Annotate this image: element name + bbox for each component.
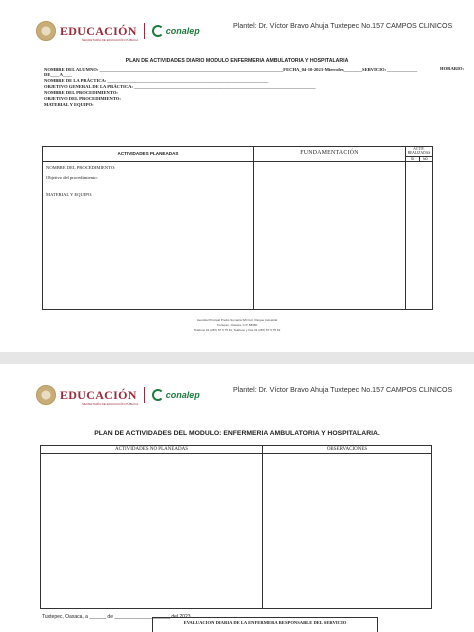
cell-material-equipo[interactable]: MATERIAL Y EQUIPO: — [46, 192, 93, 197]
mexico-seal-icon — [36, 21, 56, 41]
document-page-2 — [0, 364, 474, 632]
evaluation-header: EVALUACION DIARIA DE LA ENFERMERA RESPONSABLE DEL SERVICIO — [152, 617, 378, 632]
field-horario: HORARIO: — [440, 66, 464, 71]
education-subtitle: SECRETARÍA DE EDUCACIÓN PÚBLICA — [82, 402, 139, 406]
header-fundamentacion: FUNDAMENTACIÓN — [300, 150, 359, 156]
education-logo: EDUCACIÓN — [60, 388, 137, 402]
field-material[interactable]: MATERIAL Y EQUIPO: — [44, 102, 94, 107]
conalep-logo: conalep — [165, 390, 200, 400]
table-divider — [405, 147, 406, 309]
header-actividades-planeadas: ACTIVIDADES PLANEADAS — [117, 151, 179, 156]
table-divider — [262, 446, 263, 608]
field-alumno[interactable]: NOMBRE DEL ALUMNO: ________________________________________________________________________________FECHA_04-10-2023-Miercoles________SERVICIO: _____________ — [44, 67, 418, 72]
header-actividades-no-planeadas: ACTIVIDADES NO PLANEADAS — [114, 447, 189, 452]
date-line[interactable]: Tuxtepec, Oaxaca, a ______ de ____________________ del 2023 — [42, 614, 191, 620]
plantel-text: Plantel: Dr. Víctor Bravo Ahuja Tuxtepec No.157 CAMPOS CLINICOS — [233, 22, 453, 30]
cell-objetivo-procedimiento[interactable]: Objetivo del procedimiento: — [46, 175, 98, 180]
header-realizadas: ACTIV. REALIZADAS — [407, 147, 431, 155]
logo-divider — [144, 23, 145, 39]
field-objetivo-general[interactable]: OBJETIVO GENERAL DE LA PRÁCTICA: _______________________________________________________________________________ — [44, 84, 316, 89]
field-de-a[interactable]: DE____A____ — [44, 72, 73, 77]
plantel-text: Plantel: Dr. Víctor Bravo Ahuja Tuxtepec No.157 CAMPOS CLINICOS — [233, 386, 453, 394]
header-si-no — [406, 156, 432, 162]
footer-city: Tuxtepec, Oaxaca, C.P. 68380 — [216, 323, 258, 327]
footer-phone: Teléfono 01 (287) 87 5 75 61, Teléfono y Fax 01 (287) 87 5 75 63 — [193, 328, 281, 332]
conalep-logo: conalep — [165, 26, 200, 36]
header-logos — [36, 20, 200, 42]
unplanned-activities-table — [40, 445, 432, 609]
header-observaciones: OBSERVACIONES — [326, 447, 368, 452]
table-divider — [253, 147, 254, 309]
education-logo: EDUCACIÓN — [60, 24, 137, 38]
planned-activities-table — [42, 146, 433, 310]
page-title: PLAN DE ACTIVIDADES DIARIO MODULO ENFERMERIA AMBULATORIA Y HOSPITALARIA — [125, 58, 349, 64]
footer-address: Avenida Principal Predio Sumatra S/N Col. Parque Industrial — [196, 318, 278, 322]
mexico-seal-icon — [36, 385, 56, 405]
header-logos — [36, 384, 200, 406]
logo-divider — [144, 387, 145, 403]
conalep-logo-icon — [152, 389, 164, 401]
page-title: PLAN DE ACTIVIDADES DEL MODULO: ENFERMERIA AMBULATORIA Y HOSPITALARIA. — [94, 430, 380, 437]
field-nombre-procedimiento[interactable]: NOMBRE DEL PROCEDIMIENTO: — [44, 90, 118, 95]
field-practica[interactable]: NOMBRE DE LA PRÁCTICA: ______________________________________________________________________ — [44, 78, 269, 83]
header-si: SI — [410, 157, 415, 161]
conalep-logo-icon — [152, 25, 164, 37]
education-subtitle: SECRETARÍA DE EDUCACIÓN PÚBLICA — [82, 38, 139, 42]
header-no: NO — [422, 157, 429, 161]
field-objetivo-procedimiento[interactable]: OBJETIVO DEL PROCEDIMIENTO: — [44, 96, 121, 101]
cell-nombre-procedimiento[interactable]: NOMBRE DEL PROCEDIMIENTO: — [46, 165, 116, 170]
